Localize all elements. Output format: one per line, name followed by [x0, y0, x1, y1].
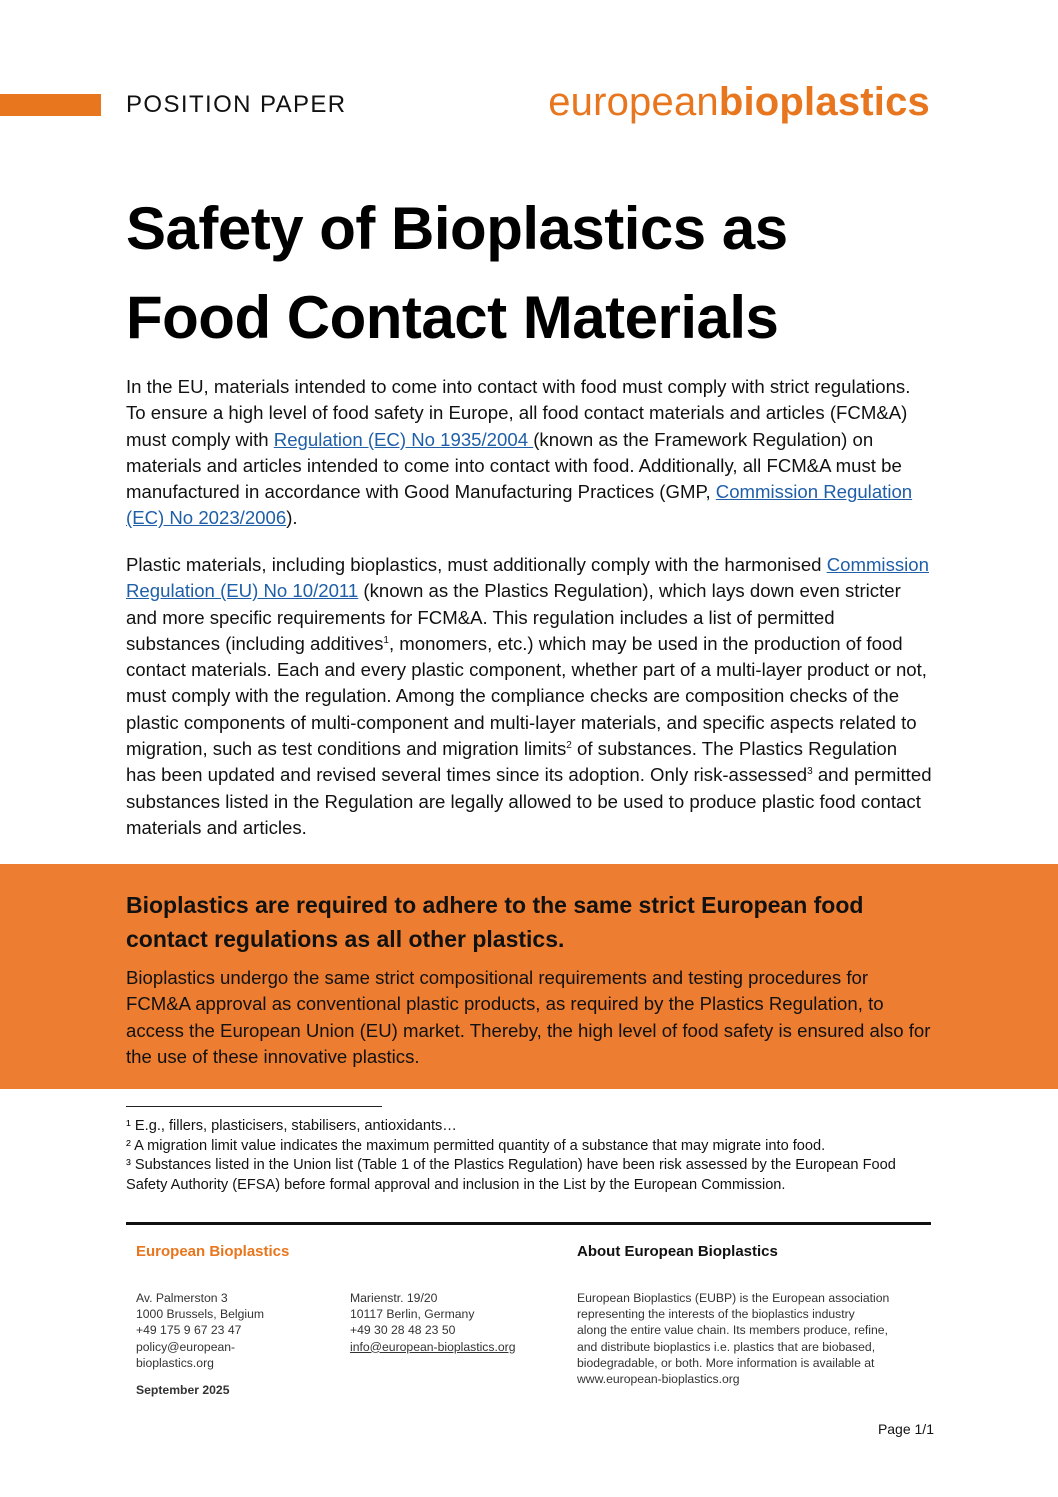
footer-divider [126, 1222, 931, 1225]
address-line: 1000 Brussels, Belgium [136, 1307, 265, 1322]
p2-text-4: of substances. The Plastics Regulation has been updated and revised several times since its adoption. Only risk-assessed [126, 738, 898, 786]
title-line-2: Food Contact Materials [126, 284, 779, 351]
link-regulation-1935-2004[interactable]: Regulation (EC) No 1935/2004 [273, 428, 534, 450]
footnote-2: ² A migration limit value indicates the maximum permitted quantity of a substance that may migrate into food. [126, 1137, 826, 1154]
footer-about-title: About European Bioplastics [577, 1243, 778, 1260]
intro-text-2: (known as the Framework Regulation) on materials and articles intended to come into contact with food. Additionally, all FCM&A must be manufactured in accordance with Good Manufacturing Practices (GMP, [126, 428, 902, 503]
intro-text-1: In the EU, materials intended to come into contact with food must comply with strict regulations. To ensure a high level of food safety in Europe, all food contact materials and articles (FCM&A) must comply with [126, 376, 911, 450]
about-line: biodegradable, or both. More information is available at [577, 1355, 875, 1370]
p2-text-1: Plastic materials, including bioplastics, must additionally comply with the harmonised [126, 554, 827, 575]
key-message-heading: Bioplastics are required to adhere to the same strict European food contact regulations as all other plastics. [126, 892, 864, 952]
about-line: representing the interests of the bioplastics industry [577, 1307, 855, 1322]
email-link[interactable]: info@european-bioplastics.org [350, 1339, 516, 1354]
footnotes [126, 1117, 926, 1195]
link-regulation-10-2011[interactable]: Commission Regulation (EU) No 10/2011 [126, 554, 929, 602]
address-line: Av. Palmerston 3 [136, 1291, 228, 1305]
about-line: and distribute bioplastics i.e. plastics that are biobased, [577, 1339, 876, 1354]
email-address[interactable]: policy@european- [136, 1339, 236, 1354]
footnote-ref-2[interactable]: 2 [566, 739, 572, 751]
about-line: European Bioplastics (EUBP) is the European association [577, 1291, 890, 1305]
footnote-ref-1[interactable]: 1 [383, 634, 389, 646]
publication-date: September 2025 [136, 1383, 230, 1397]
website-link[interactable]: www.european-bioplastics.org [577, 1372, 740, 1387]
plastics-regulation-paragraph [126, 552, 932, 841]
document-type-label: POSITION PAPER [126, 91, 347, 118]
address-line: 10117 Berlin, Germany [350, 1307, 475, 1322]
email-address-cont[interactable]: bioplastics.org [136, 1355, 214, 1370]
page-title [126, 184, 946, 362]
footnote-divider [126, 1106, 382, 1107]
p2-text-3: , monomers, etc.) which may be used in the production of food contact materials. Each and every plastic component, whether part of a multi-layer product or not, must comply with the regulation. Among the compliance checks are composition checks of the plastic components of multi-component and multi-layer materials, and specific aspects related to migration, such as test conditions and migration limits [126, 632, 927, 760]
brand-logo [548, 80, 930, 125]
phone-number: +49 30 28 48 23 50 [350, 1323, 456, 1338]
address-line: Marienstr. 19/20 [350, 1291, 438, 1305]
berlin-address [350, 1290, 516, 1355]
footnote-3: ³ Substances listed in the Union list (Table 1 of the Plastics Regulation) have been risk assessed by the European Food Safety Authority (EFSA) before formal approval and inclusion in the List by the European Commission. [126, 1157, 896, 1193]
p2-text-5: and permitted substances listed in the Regulation are legally allowed to be used to produce plastic food contact materials and articles. [126, 764, 932, 838]
footer-org-name: European Bioplastics [136, 1243, 290, 1260]
footnote-ref-3[interactable]: 3 [807, 766, 813, 778]
link-regulation-2023-2006[interactable]: Commission Regulation (EC) No 2023/2006 [126, 481, 913, 529]
p2-text-2: (known as the Plastics Regulation), which lays down even stricter and more specific requirements for FCM&A. This regulation includes a list of permitted substances (including additives [126, 580, 901, 654]
logo-bold-text: bioplastics [718, 80, 930, 124]
header-accent-bar [0, 94, 101, 116]
footnote-1: ¹ E.g., fillers, plasticisers, stabilisers, antioxidants… [126, 1118, 457, 1134]
intro-text-3: ). [286, 507, 298, 529]
logo-regular-text: european [548, 80, 719, 124]
page-number: Page 1/1 [877, 1421, 934, 1437]
about-line: along the entire value chain. Its members produce, refine, [577, 1323, 888, 1338]
about-description [577, 1290, 927, 1387]
key-message-body: Bioplastics undergo the same strict compositional requirements and testing procedures for FCM&A approval as conventional plastic products, as required by the Plastics Regulation, to access the European Union (EU) market. Thereby, the high level of food safety is ensured also for the use of these innovative plastics. [126, 967, 931, 1067]
brussels-address [136, 1290, 264, 1371]
title-line-1: Safety of Bioplastics as [126, 195, 788, 262]
phone-number: +49 175 9 67 23 47 [136, 1323, 242, 1338]
intro-paragraph [126, 374, 932, 532]
